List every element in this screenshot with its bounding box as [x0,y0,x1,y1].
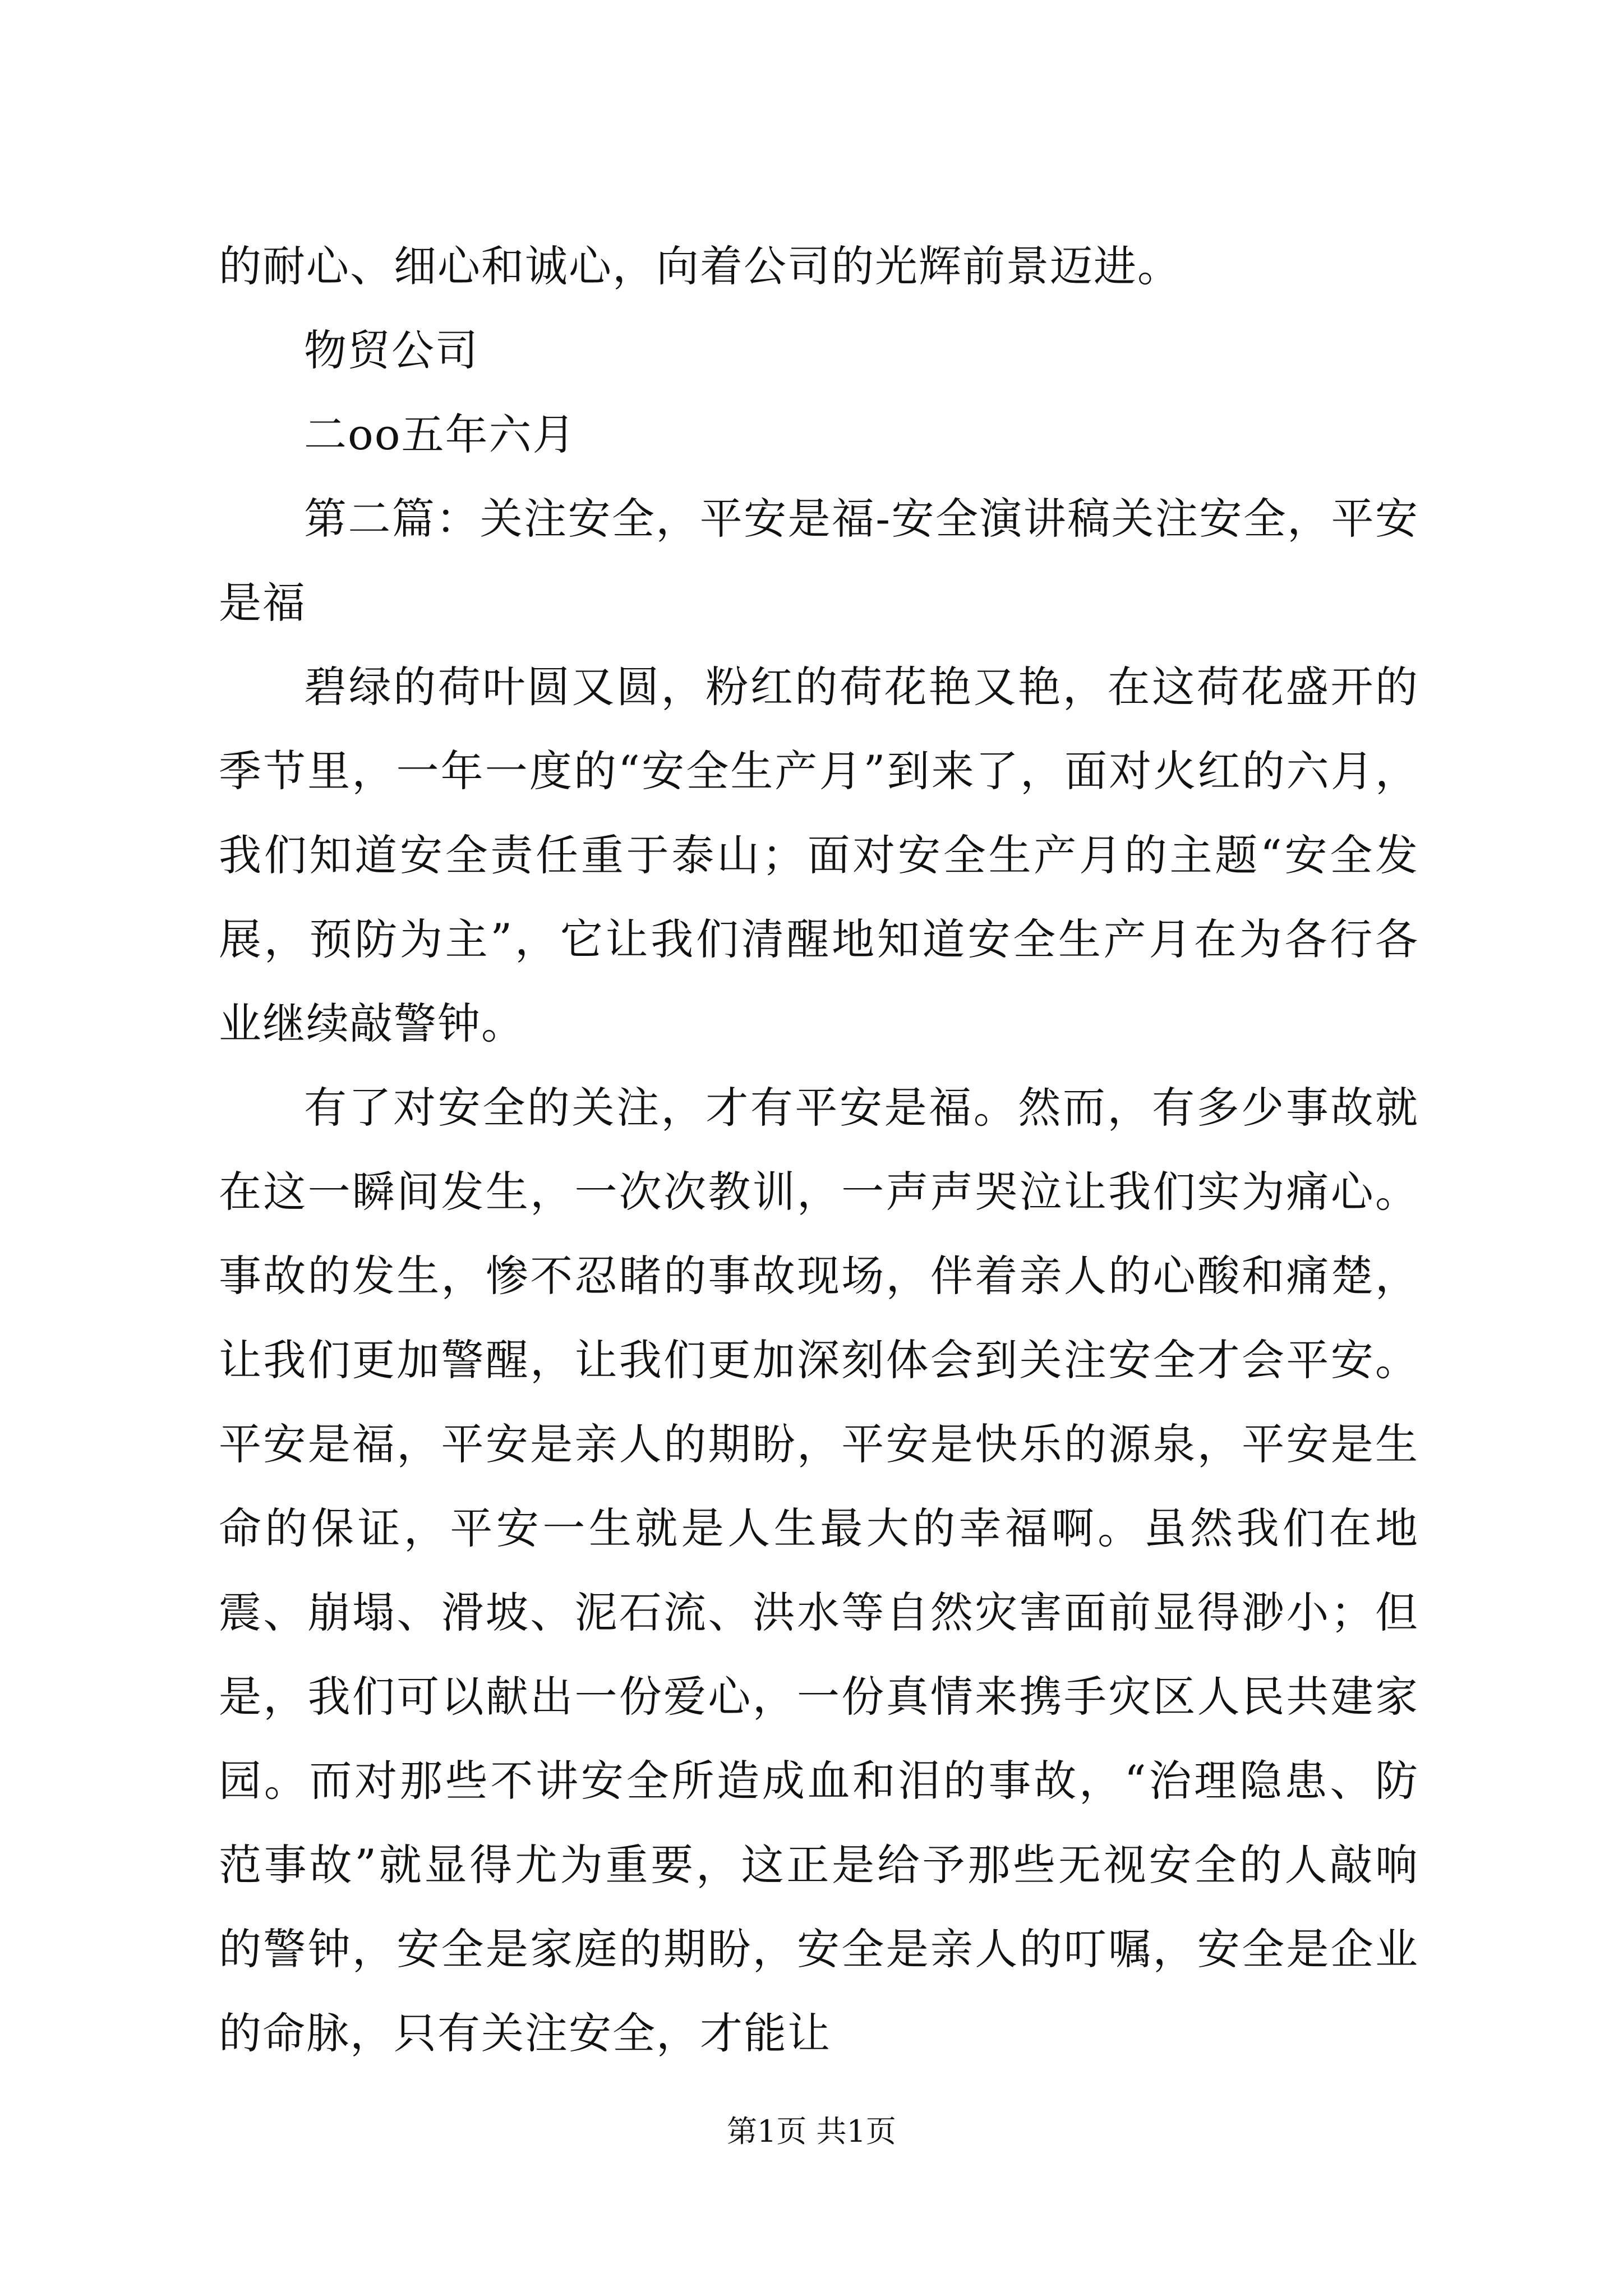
paragraph-continuation: 的耐心、细心和诚心，向着公司的光辉前景迈进。 [219,241,1181,291]
section-heading: 第二篇：关注安全，平安是福-安全演讲稿关注安全，平安是福 [219,494,1419,628]
document-body [219,224,1419,2076]
paragraph-body: 有了对安全的关注，才有平安是福。然而，有多少事故就在这一瞬间发生，一次次教训，一声声哭泣让我们实为痛心。事故的发生，惨不忍睹的事故现场，伴着亲人的心酸和痛楚，让我们更加警醒，让我们更加深刻体会到关注安全才会平安。平安是福，平安是亲人的期盼，平安是快乐的源泉，平安是生命的保证，平安一生就是人生最大的幸福啊。虽然我们在地震、崩塌、滑坡、泥石流、洪水等自然灾害面前显得渺小；但是，我们可以献出一份爱心，一份真情来携手灾区人民共建家园。而对那些不讲安全所造成血和泪的事故，“治理隐患、防范事故”就显得尤为重要，这正是给予那些无视安全的人敲响的警钟，安全是家庭的期盼，安全是亲人的叮嘱，安全是企业的命脉，只有关注安全，才能让 [219,1083,1419,2058]
company-name: 物贸公司 [304,325,479,375]
page-footer: 第1页 共1页 [727,2114,896,2149]
document-date: 二oo五年六月 [304,409,577,459]
paragraph-intro: 碧绿的荷叶圆又圆，粉红的荷花艳又艳，在这荷花盛开的季节里，一年一度的“安全生产月”到来了，面对火红的六月，我们知道安全责任重于泰山；面对安全生产月的主题“安全发展，预防为主”，它让我们清醒地知道安全生产月在为各行各业继续敲警钟。 [219,662,1419,1048]
